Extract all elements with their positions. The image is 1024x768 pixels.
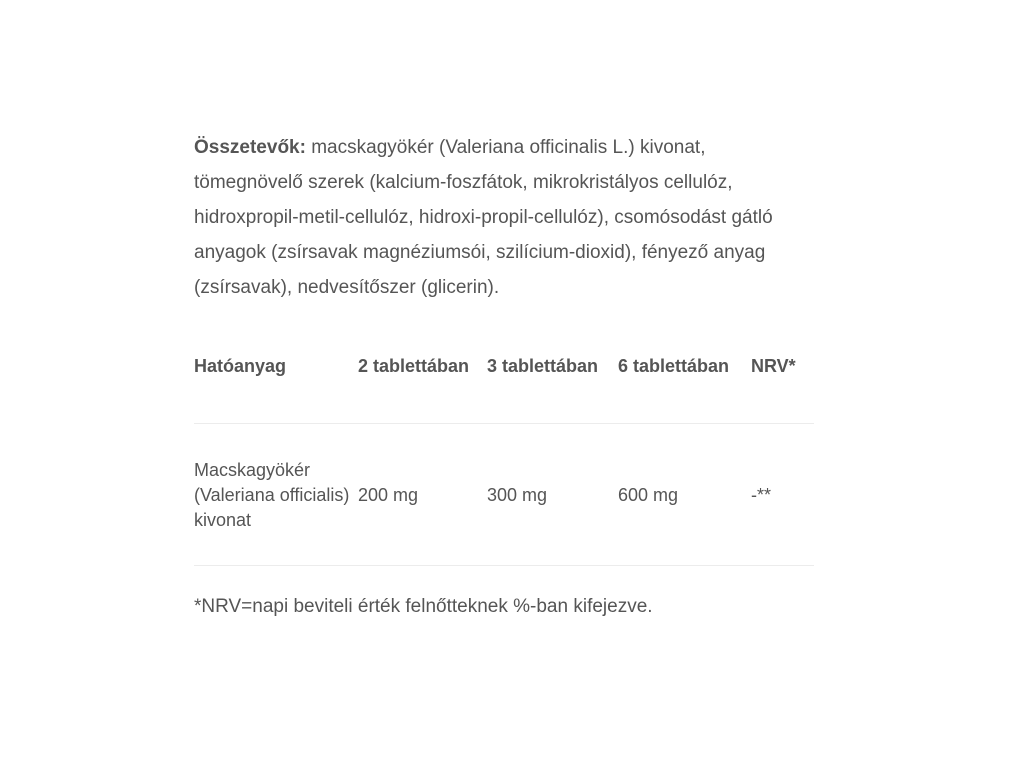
header-nrv: NRV* — [751, 355, 796, 376]
table-row — [194, 424, 814, 566]
cell-nrv-value: -** — [751, 485, 772, 505]
active-ingredient-table — [194, 325, 814, 566]
header-2-tablets: 2 tablettában — [358, 355, 470, 376]
cell-3-tablets-amount: 300 mg — [487, 485, 548, 505]
header-active-ingredient: Hatóanyag — [194, 355, 287, 376]
product-info — [194, 130, 814, 622]
header-6-tablets: 6 tablettában — [618, 355, 730, 376]
cell-6-tablets-amount: 600 mg — [618, 485, 679, 505]
ingredients-label: Összetevők: — [194, 137, 306, 158]
cell-2-tablets-amount: 200 mg — [358, 485, 419, 505]
cell-ingredient-name: Macskagyökér (Valeriana officialis) kivonat — [194, 460, 350, 530]
table-header-row — [194, 325, 814, 424]
ingredients-text: macskagyökér (Valeriana officinalis L.) kivonat, tömegnövelő szerek (kalcium-foszfátok, mikrokristályos cellulóz, hidroxpropil-metil-cellulóz, hidroxi-propil-cellulóz), csomósodást gátló anyagok (zsírsavak magnéziumsói, szilícium-dioxid), fényező anyag (zsírsavak), nedvesítőszer (glicerin). — [194, 137, 773, 298]
header-3-tablets: 3 tablettában — [487, 355, 599, 376]
nrv-footnote: *NRV=napi beviteli érték felnőtteknek %-ban kifejezve. — [194, 596, 653, 617]
ingredients-paragraph — [194, 130, 814, 305]
